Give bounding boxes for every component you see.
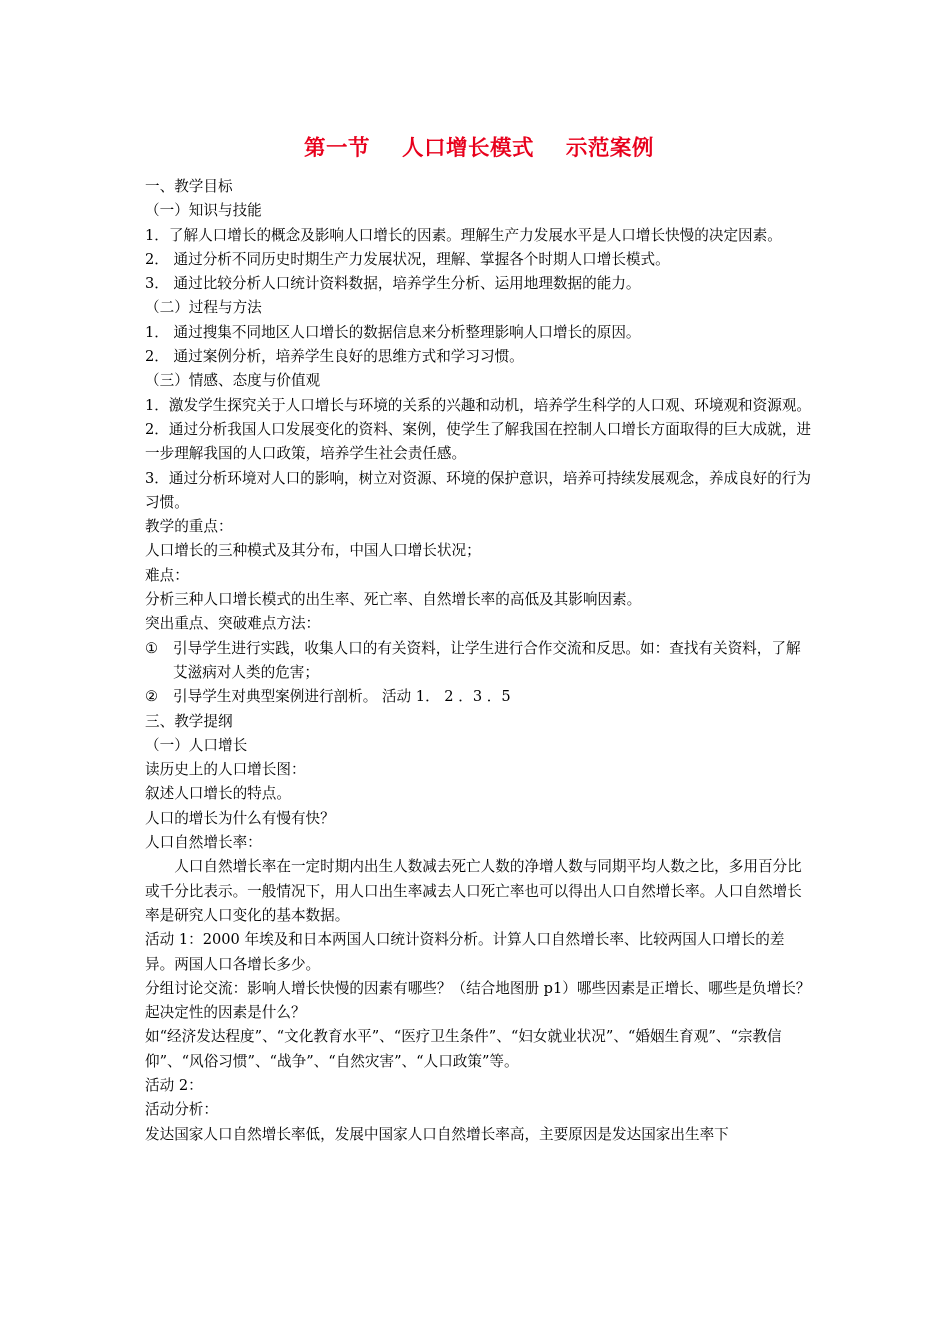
list-item-text: 引导学生对典型案例进行剖析。 活动 1． 2 ．3 ．5 xyxy=(173,688,511,706)
text-line: 难点： xyxy=(145,566,189,584)
indented-paragraph: 人口自然增长率在一定时期内出生人数减去死亡人数的净增人数与同期平均人数之比，多用百分比或千分比表示。一般情况下，用人口出生率减去人口死亡率也可以得出人口自然增长率。人口自然增长率是研究人口变化的基本数据。 xyxy=(145,858,802,924)
text-line: 2．通过分析我国人口发展变化的资料、案例，使学生了解我国在控制人口增长方面取得的巨大成就，进一步理解我国的人口政策，培养学生社会责任感。 xyxy=(145,420,812,463)
text-line: 如“经济发达程度”、“文化教育水平”、“医疗卫生条件”、“妇女就业状况”、“婚姻生育观”、“宗教信仰”、“风俗习惯”、“战争”、“自然灾害”、“人口政策”等。 xyxy=(145,1028,782,1070)
list-item xyxy=(145,637,813,686)
text-line: 活动 1：2000 年埃及和日本两国人口统计资料分析。计算人口自然增长率、比较两国人口增长的差异。两国人口各增长多少。 xyxy=(145,931,785,973)
text-line: 人口增长的三种模式及其分布，中国人口增长状况； xyxy=(145,542,481,560)
text-line: 三、教学提纲 xyxy=(145,712,233,730)
text-line: （一）人口增长 xyxy=(145,736,248,754)
document-page xyxy=(145,133,813,1147)
text-line: 2． 通过分析不同历史时期生产力发展状况，理解、掌握各个时期人口增长模式。 xyxy=(145,250,670,268)
text-line: 突出重点、突破难点方法： xyxy=(145,615,321,633)
text-line: （三）情感、态度与价值观 xyxy=(145,372,321,390)
text-line: 一、教学目标 xyxy=(145,178,233,195)
page-title: 第一节 人口增长模式 示范案例 xyxy=(304,136,654,161)
text-line: 1．激发学生探究关于人口增长与环境的关系的兴趣和动机，培养学生科学的人口观、环境观和资源观。 xyxy=(145,396,812,414)
text-line: 分组讨论交流：影响人增长快慢的因素有哪些？（结合地图册 p1）哪些因素是正增长、哪些是负增长？起决定性的因素是什么？ xyxy=(145,979,811,1022)
text-line: 分析三种人口增长模式的出生率、死亡率、自然增长率的高低及其影响因素。 xyxy=(145,591,642,609)
text-line: 活动分析： xyxy=(145,1101,218,1119)
text-line: 叙述人口增长的特点。 xyxy=(145,785,291,803)
text-line: 人口的增长为什么有慢有快？ xyxy=(145,809,335,827)
text-line: 发达国家人口自然增长率低，发展中国家人口自然增长率高，主要原因是发达国家出生率下 xyxy=(145,1125,729,1143)
text-line: 读历史上的人口增长图： xyxy=(145,761,306,779)
text-line: （二）过程与方法 xyxy=(145,299,262,317)
text-line: （一）知识与技能 xyxy=(145,202,262,220)
list-item-text: 引导学生进行实践，收集人口的有关资料，让学生进行合作交流和反思。如：查找有关资料，了解艾滋病对人类的危害； xyxy=(173,639,801,681)
circled-number: ② xyxy=(145,688,159,706)
text-line: 1．了解人口增长的概念及影响人口增长的因素。理解生产力发展水平是人口增长快慢的决定因素。 xyxy=(145,226,782,244)
text-line: 教学的重点： xyxy=(145,518,233,536)
circled-number: ① xyxy=(145,639,159,657)
text-line: 2． 通过案例分析，培养学生良好的思维方式和学习习惯。 xyxy=(145,348,524,366)
text-line: 人口自然增长率： xyxy=(145,834,262,852)
list-item xyxy=(145,685,813,709)
text-line: 3． 通过比较分析人口统计资料数据，培养学生分析、运用地理数据的能力。 xyxy=(145,275,641,293)
text-line: 活动 2： xyxy=(145,1076,203,1094)
text-line: 1． 通过搜集不同地区人口增长的数据信息来分析整理影响人口增长的原因。 xyxy=(145,323,641,341)
text-line: 3．通过分析环境对人口的影响，树立对资源、环境的保护意识，培养可持续发展观念，养成良好的行为习惯。 xyxy=(145,469,812,511)
